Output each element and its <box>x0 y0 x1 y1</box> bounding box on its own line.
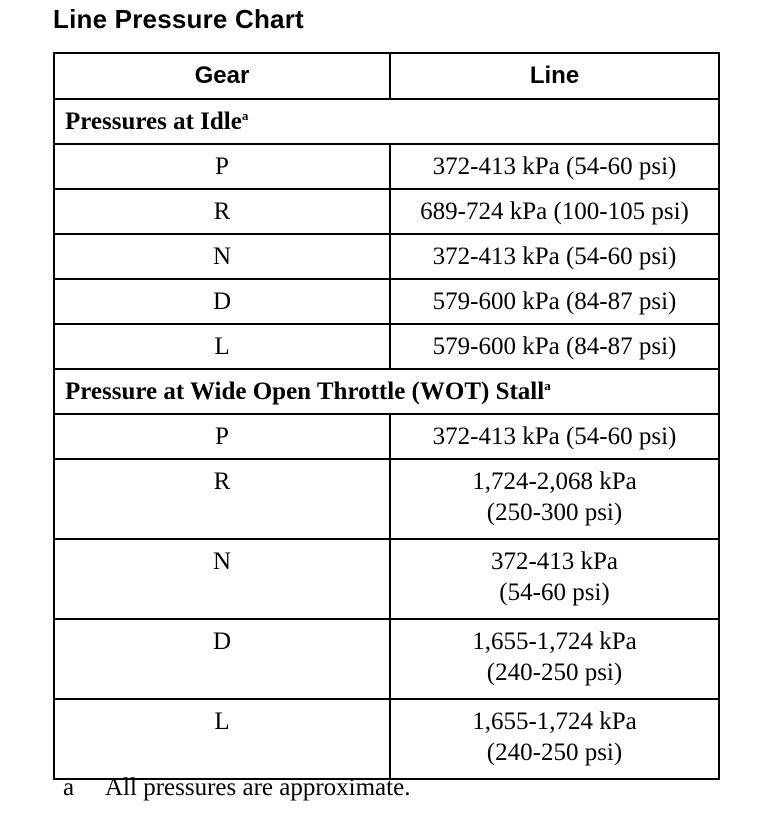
table-row <box>54 234 719 279</box>
footnote-text: All pressures are approximate. <box>105 774 411 801</box>
line-column-header: Line <box>390 53 719 99</box>
line-pressure-value: (54-60 psi) <box>499 579 610 606</box>
line-pressure-value: 372-413 kPa (54-60 psi) <box>432 152 677 180</box>
section-label-text: Pressure at Wide Open Throttle (WOT) Stall <box>65 377 545 405</box>
footnote-reference: a <box>544 377 551 393</box>
chart-title: Line Pressure Chart <box>53 4 304 34</box>
line-pressure-value: 1,724-2,068 kPa <box>472 468 637 495</box>
gear-cell: P <box>54 144 390 189</box>
line-pressure-value: 579-600 kPa (84-87 psi) <box>432 287 677 315</box>
section-label-text: Pressures at Idle <box>65 107 242 135</box>
gear-cell: D <box>54 279 390 324</box>
header-row <box>54 53 719 99</box>
line-pressure-cell <box>390 619 719 699</box>
line-pressure-value: 1,655-1,724 kPa <box>472 628 637 655</box>
line-pressure-value: (240-250 psi) <box>486 739 623 766</box>
line-pressure-value: (240-250 psi) <box>486 659 623 686</box>
table-row <box>54 539 719 619</box>
line-pressure-value: (250-300 psi) <box>486 499 623 526</box>
line-pressure-cell <box>390 279 719 324</box>
line-pressure-cell <box>390 414 719 459</box>
line-pressure-table <box>53 52 720 780</box>
gear-cell: R <box>54 189 390 234</box>
line-pressure-cell <box>390 539 719 619</box>
footnote <box>63 774 410 802</box>
line-pressure-cell <box>390 699 719 779</box>
line-pressure-cell <box>390 144 719 189</box>
gear-cell: N <box>54 539 390 619</box>
table-row <box>54 699 719 779</box>
line-pressure-value: 579-600 kPa (84-87 psi) <box>432 332 677 360</box>
line-pressure-value: 372-413 kPa <box>490 548 619 575</box>
table-row <box>54 459 719 539</box>
gear-cell: L <box>54 324 390 369</box>
table-row <box>54 414 719 459</box>
section-row <box>54 369 719 414</box>
line-pressure-value: 689-724 kPa (100-105 psi) <box>420 197 689 225</box>
gear-cell: N <box>54 234 390 279</box>
footnote-reference: a <box>241 107 249 123</box>
line-pressure-value: 1,655-1,724 kPa <box>472 708 637 735</box>
line-pressure-value: 372-413 kPa (54-60 psi) <box>432 242 677 270</box>
line-pressure-value: 372-413 kPa (54-60 psi) <box>432 422 677 450</box>
line-pressure-cell <box>390 234 719 279</box>
gear-cell: D <box>54 619 390 699</box>
table-body <box>54 99 719 779</box>
section-label <box>54 369 719 414</box>
gear-cell: P <box>54 414 390 459</box>
section-label <box>54 99 719 144</box>
line-pressure-cell <box>390 459 719 539</box>
gear-cell: L <box>54 699 390 779</box>
section-row <box>54 99 719 144</box>
table-row <box>54 189 719 234</box>
footnote-mark: a <box>63 774 75 801</box>
table-row <box>54 144 719 189</box>
table-row <box>54 324 719 369</box>
gear-cell: R <box>54 459 390 539</box>
gear-column-header: Gear <box>54 53 390 99</box>
line-pressure-cell <box>390 189 719 234</box>
line-pressure-cell <box>390 324 719 369</box>
table-row <box>54 619 719 699</box>
table-row <box>54 279 719 324</box>
